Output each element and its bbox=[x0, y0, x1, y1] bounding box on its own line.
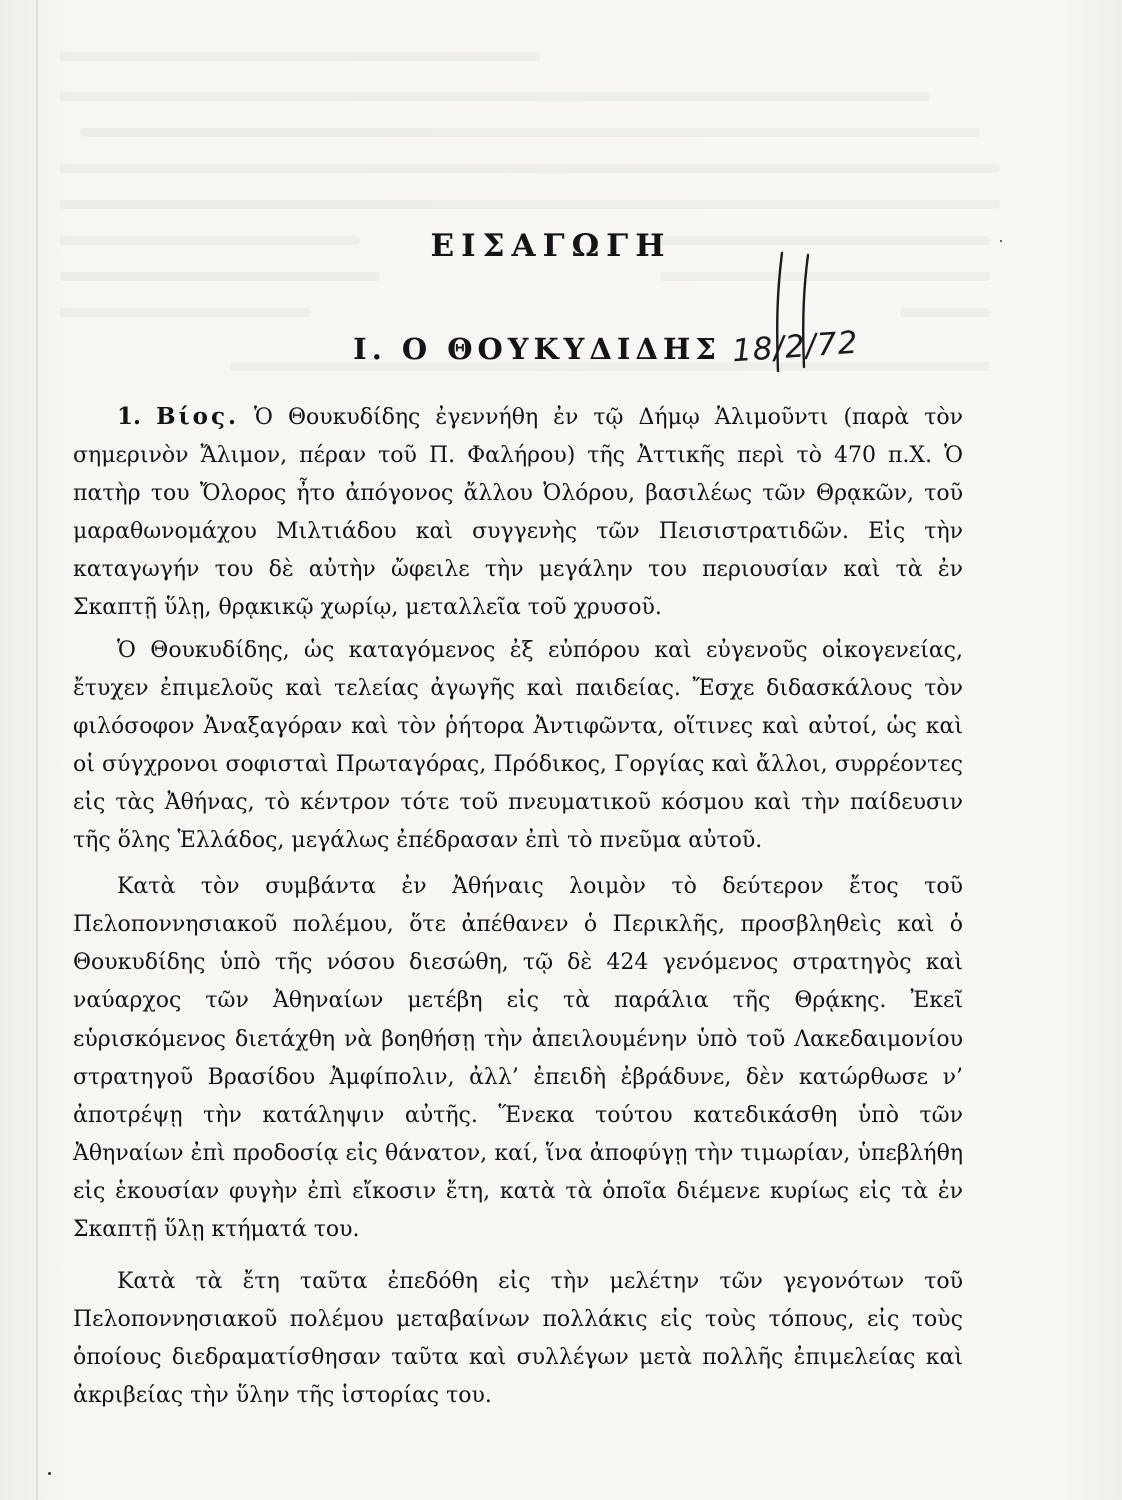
paragraph-text: Κατὰ τὸν συμβάντα ἐν Ἀθήναις λοιμὸν τὸ δεύτερον ἔτος τοῦ Πελοποννησιακοῦ πολέμου, ὅτε ἀπέθανεν ὁ Περικλῆς, προσβληθεὶς καὶ ὁ Θουκυδίδης ὑπὸ τῆς νόσου διεσώθη, τῷ δὲ 424 γενόμενος στρατηγὸς καὶ ναύαρχος τῶν Ἀθηναίων μετέβη εἰς τὰ παράλια τῆς Θρᾴκης. Ἐκεῖ εὑρισκόμενος διετάχθη νὰ βοηθήσῃ τὴν ἀπειλουμένην ὑπὸ τοῦ Λακεδαιμονίου στρατηγοῦ Βρασίδου Ἀμφίπολιν, ἀλλ’ ἐπειδὴ ἐβράδυνε, δὲν κατώρθωσε ν’ ἀποτρέψῃ τὴν κατάληψιν αὐτῆς. Ἕνεκα τούτου κατεδικάσθη ὑπὸ τῶν Ἀθηναίων ἐπὶ προδοσίᾳ εἰς θάνατον, καί, ἵνα ἀποφύγῃ τὴν τιμωρίαν, ὑπεβλήθη εἰς ἑκουσίαν φυγὴν ἐπὶ εἴκοσιν ἔτη, κατὰ τὰ ὁποῖα διέμενε κυρίως εἰς τὰ ἐν Σκαπτῇ ὕλῃ κτήματά του. bbox=[73, 874, 963, 1242]
paragraph-text: Ὁ Θουκυδίδης, ὡς καταγόμενος ἐξ εὐπόρου καὶ εὐγενοῦς οἰκογενείας, ἔτυχεν ἐπιμελοῦς καὶ τελείας ἀγωγῆς καὶ παιδείας. Ἔσχε διδασκάλους τὸν φιλόσοφον Ἀναξαγόραν καὶ τὸν ῥήτορα Ἀντιφῶντα, οἵτινες καὶ αὐτοί, ὡς καὶ οἱ σύγχρονοι σοφισταὶ Πρωταγόρας, Πρόδικος, Γοργίας καὶ ἄλλοι, συρρέοντες εἰς τὰς Ἀθήνας, τὸ κέντρον τότε τοῦ πνευματικοῦ κόσμου καὶ τὴν παίδευσιν τῆς ὅλης Ἑλλάδος, μεγάλως ἐπέδρασαν ἐπὶ τὸ πνεῦμα αὐτοῦ. bbox=[73, 637, 963, 854]
paragraph-text: Κατὰ τὰ ἔτη ταῦτα ἐπεδόθη εἰς τὴν μελέτην τῶν γεγονότων τοῦ Πελοποννησιακοῦ πολέμου μεταβαίνων πολλάκις εἰς τοὺς τόπους, εἰς τοὺς ὁποίους διεδραματίσθησαν ταῦτα καὶ συλλέγων μετὰ πολλῆς ἐπιμελείας καὶ ἀκριβείας τὴν ὕλην τῆς ἱστορίας του. bbox=[73, 1269, 963, 1409]
paragraph-title: Βίος. bbox=[156, 403, 239, 430]
paragraph-4 bbox=[73, 1263, 963, 1415]
handwritten-annotation bbox=[690, 245, 910, 385]
paragraph-text: Ὁ Θουκυδίδης ἐγεννήθη ἐν τῷ Δήμῳ Ἁλιμοῦντι (παρὰ τὸν σημερινὸν Ἄλιμον, πέραν τοῦ Π. Φαλήρου) τῆς Ἀττικῆς περὶ τὸ 470 π.Χ. Ὁ πατὴρ του Ὄλορος ἦτο ἀπόγονος ἄλλου Ὀλόρου, βασιλέως τῶν Θρᾳκῶν, τοῦ μαραθωνομάχου Μιλτιάδου καὶ συγγενὴς τῶν Πεισιστρατιδῶν. Εἰς τὴν καταγωγήν του δὲ αὐτὴν ὤφειλε τὴν μεγάλην του περιουσίαν καὶ τὰ ἐν Σκαπτῇ ὕλῃ, θρᾳκικῷ χωρίῳ, μεταλλεῖα τοῦ χρυσοῦ. bbox=[73, 405, 963, 621]
paragraph-number: 1. bbox=[117, 403, 142, 430]
section-heading: Ι. Ο ΘΟΥΚΥΔΙΔΗΣ bbox=[353, 332, 721, 366]
paragraph-1 bbox=[73, 398, 963, 628]
scan-speck bbox=[48, 1472, 51, 1475]
handwritten-date: 18/2/72 bbox=[730, 324, 860, 370]
article-body bbox=[73, 398, 963, 1415]
document-title: ΕΙΣΑΓΩΓΗ bbox=[430, 228, 672, 264]
scan-speck bbox=[1000, 240, 1002, 242]
paragraph-2 bbox=[73, 632, 963, 861]
paragraph-3 bbox=[73, 868, 963, 1249]
page-edge-shadow bbox=[36, 0, 38, 1500]
